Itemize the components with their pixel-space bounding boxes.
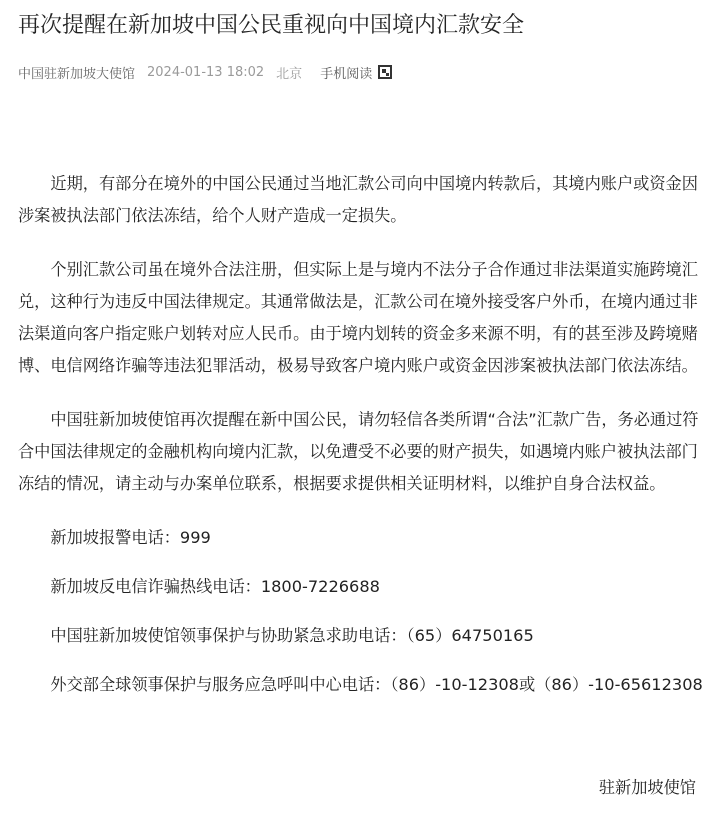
- page-title: 再次提醒在新加坡中国公民重视向中国境内汇款安全: [18, 13, 525, 38]
- paragraph-intro: 近期，有部分在境外的中国公民通过当地汇款公司向中国境内转款后，其境内账户或资金因涉案被执法部门依法冻结，给个人财产造成一定损失。: [18, 174, 698, 225]
- mobile-read-link[interactable]: 手机阅读: [320, 66, 373, 82]
- source-link[interactable]: 中国驻新加坡大使馆: [18, 66, 136, 82]
- article-body: [18, 168, 704, 701]
- consular-call-center: 外交部全球领事保护与服务应急呼叫中心电话：（86）-10-12308或（86）-10-65612308: [50, 675, 703, 694]
- police-phone: 新加坡报警电话：999: [50, 528, 211, 547]
- article-meta: [18, 60, 392, 84]
- qr-code-icon[interactable]: [378, 65, 392, 79]
- paragraph-explanation: 个别汇款公司虽在境外合法注册，但实际上是与境内不法分子合作通过非法渠道实施跨境汇兑，这种行为违反中国法律规定。其通常做法是，汇款公司在境外接受客户外币，在境内通过非法渠道向客户指定账户划转对应人民币。由于境内划转的资金多来源不明，有的甚至涉及跨境赌博、电信网络诈骗等违法犯罪活动，极易导致客户境内账户或资金因涉案被执法部门依法冻结。: [18, 260, 698, 375]
- anti-scam-hotline: 新加坡反电信诈骗热线电话：1800-7226688: [50, 577, 380, 596]
- embassy-emergency-phone: 中国驻新加坡使馆领事保护与协助紧急求助电话：（65）64750165: [50, 626, 534, 645]
- paragraph-reminder: 中国驻新加坡使馆再次提醒在新中国公民，请勿轻信各类所谓“合法”汇款广告，务必通过符合中国法律规定的金融机构向境内汇款，以免遭受不必要的财产损失，如遇境内账户被执法部门冻结的情况，请主动与办案单位联系，根据要求提供相关证明材料，以维护自身合法权益。: [18, 410, 699, 493]
- publish-location: 北京: [276, 66, 303, 82]
- publish-date: 2024-01-13 18:02: [147, 64, 265, 80]
- signature: 驻新加坡使馆: [598, 778, 696, 797]
